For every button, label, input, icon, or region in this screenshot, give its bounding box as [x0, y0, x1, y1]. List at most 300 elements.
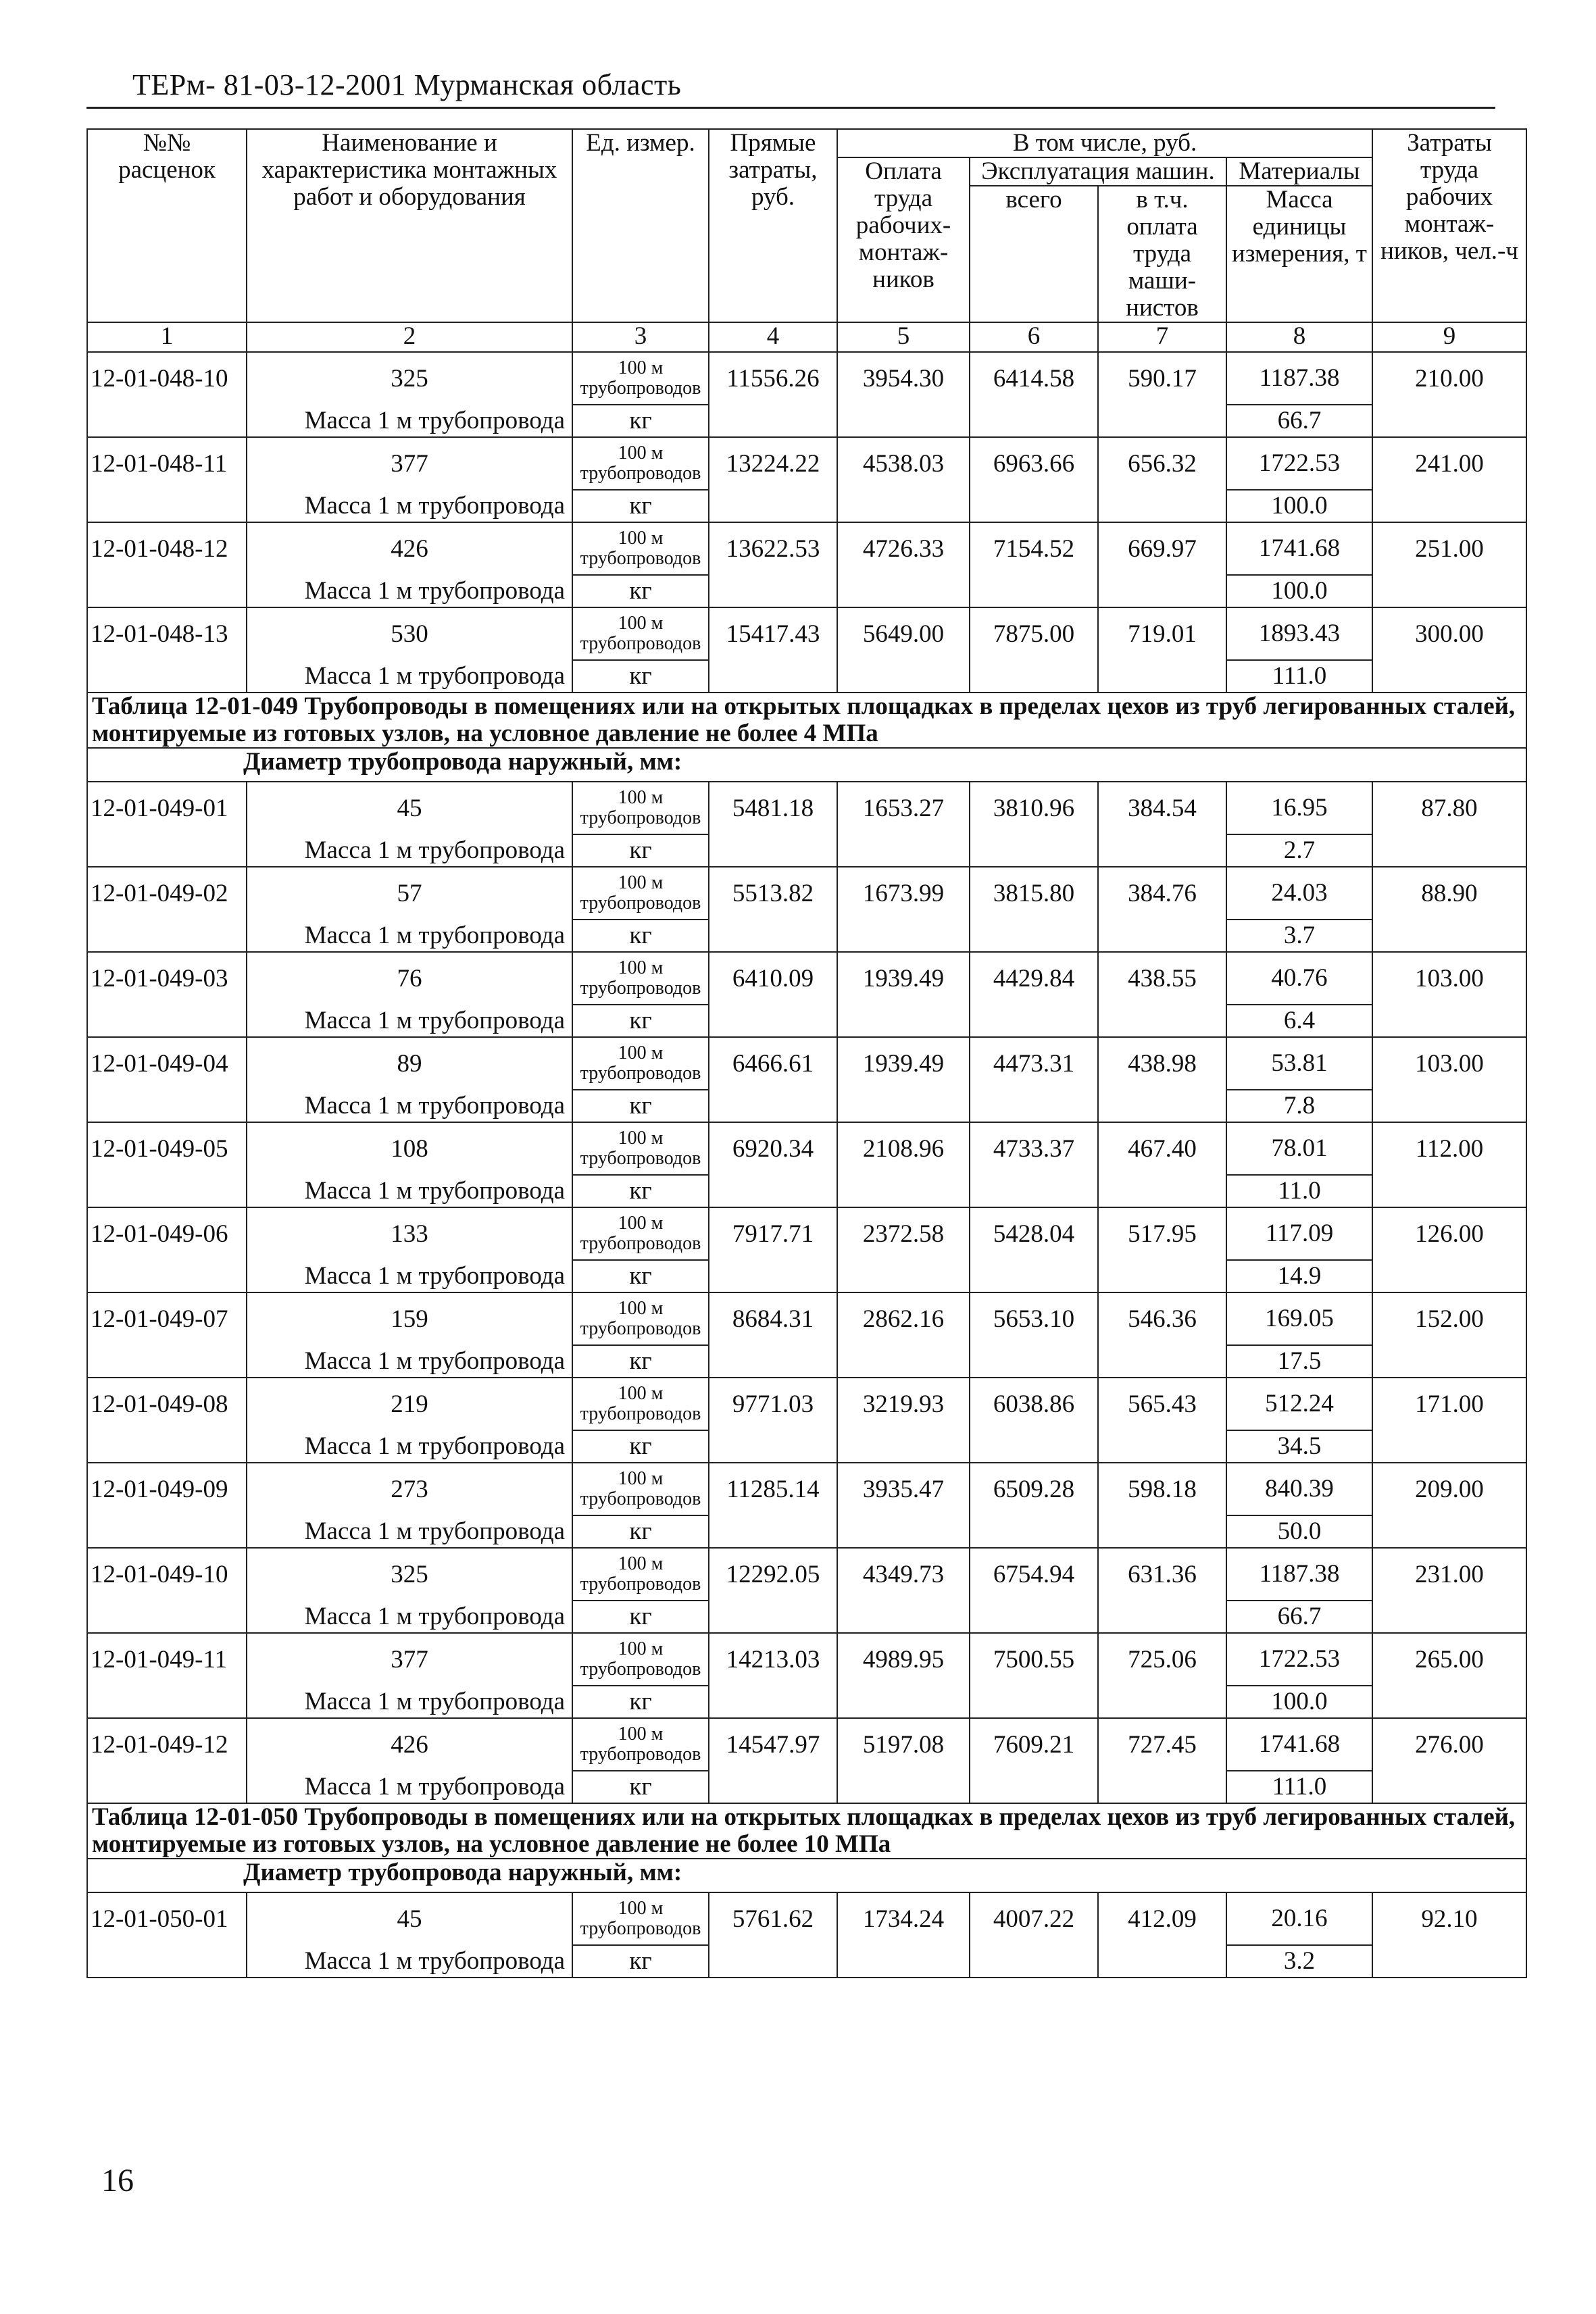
materials: 840.39: [1226, 1463, 1372, 1515]
empty-cell: [709, 1771, 837, 1803]
machinists-pay: 565.43: [1098, 1378, 1226, 1430]
unit-of-measure: 100 м трубопроводов: [572, 522, 709, 575]
empty-cell: [709, 1430, 837, 1463]
empty-cell: [709, 1601, 837, 1633]
rate-code: 12-01-049-10: [87, 1548, 247, 1601]
pipe-diameter: 57: [247, 867, 572, 920]
rate-code-cont: [87, 1771, 247, 1803]
empty-cell: [1098, 1430, 1226, 1463]
labor-pay: 2108.96: [837, 1122, 970, 1175]
rate-code: 12-01-049-12: [87, 1718, 247, 1771]
empty-cell: [709, 1515, 837, 1548]
rate-code-cont: [87, 1945, 247, 1978]
empty-cell: [709, 1345, 837, 1378]
empty-cell: [970, 1686, 1098, 1718]
rate-row: [87, 1718, 1526, 1771]
labor-pay: 2372.58: [837, 1207, 970, 1260]
empty-cell: [1372, 1945, 1526, 1978]
pipe-diameter: 325: [247, 1548, 572, 1601]
empty-cell: [837, 834, 970, 867]
direct-costs: 15417.43: [709, 607, 837, 660]
materials: 1187.38: [1226, 1548, 1372, 1601]
machines-total: 6754.94: [970, 1548, 1098, 1601]
labor-hours: 171.00: [1372, 1378, 1526, 1430]
mass-row: [87, 405, 1526, 437]
diameter-row: [87, 748, 1526, 782]
pipe-mass: 17.5: [1226, 1345, 1372, 1378]
direct-costs: 6410.09: [709, 952, 837, 1005]
empty-cell: [1372, 1771, 1526, 1803]
rate-code: 12-01-048-10: [87, 352, 247, 405]
rate-code: 12-01-050-01: [87, 1892, 247, 1945]
pipe-mass: 100.0: [1226, 490, 1372, 522]
table-title: Таблица 12-01-050 Трубопроводы в помещениях или на открытых площадках в пределах цехов из труб легированных сталей, монтируемые из готовых узлов, на условное давление не более 10 МПа: [87, 1803, 1526, 1859]
empty-cell: [709, 575, 837, 607]
mass-row: [87, 1771, 1526, 1803]
direct-costs: 13622.53: [709, 522, 837, 575]
pipe-diameter: 219: [247, 1378, 572, 1430]
diameter-label: Диаметр трубопровода наружный, мм:: [87, 748, 1526, 782]
pipe-diameter: 76: [247, 952, 572, 1005]
mass-label: Масса 1 м трубопровода: [247, 1515, 572, 1548]
unit-of-measure: 100 м трубопроводов: [572, 1292, 709, 1345]
col-header-labor-hours: Затраты труда рабочих монтаж-ников, чел.-ч: [1372, 129, 1526, 322]
empty-cell: [1372, 1005, 1526, 1037]
rate-code: 12-01-048-13: [87, 607, 247, 660]
rate-code-cont: [87, 575, 247, 607]
rate-row: [87, 1463, 1526, 1515]
empty-cell: [837, 1686, 970, 1718]
empty-cell: [970, 1090, 1098, 1122]
machines-total: 6963.66: [970, 437, 1098, 490]
rate-code-cont: [87, 490, 247, 522]
col-header-mass-unit: Масса единицы измерения, т: [1226, 186, 1372, 322]
empty-cell: [837, 490, 970, 522]
pipe-diameter: 133: [247, 1207, 572, 1260]
rate-row: [87, 782, 1526, 834]
rate-code: 12-01-049-07: [87, 1292, 247, 1345]
mass-row: [87, 1005, 1526, 1037]
empty-cell: [1098, 490, 1226, 522]
labor-hours: 276.00: [1372, 1718, 1526, 1771]
materials: 117.09: [1226, 1207, 1372, 1260]
rate-code-cont: [87, 1260, 247, 1292]
rate-code-cont: [87, 1345, 247, 1378]
empty-cell: [1372, 1430, 1526, 1463]
empty-cell: [837, 1090, 970, 1122]
labor-pay: 3219.93: [837, 1378, 970, 1430]
empty-cell: [1372, 1260, 1526, 1292]
labor-pay: 1673.99: [837, 867, 970, 920]
materials: 1187.38: [1226, 352, 1372, 405]
direct-costs: 6920.34: [709, 1122, 837, 1175]
empty-cell: [970, 1945, 1098, 1978]
labor-pay: 2862.16: [837, 1292, 970, 1345]
labor-pay: 4726.33: [837, 522, 970, 575]
empty-cell: [837, 1430, 970, 1463]
machinists-pay: 438.98: [1098, 1037, 1226, 1090]
materials: 1722.53: [1226, 437, 1372, 490]
mass-unit: кг: [572, 1345, 709, 1378]
unit-of-measure: 100 м трубопроводов: [572, 1037, 709, 1090]
col-header-incl: В том числе, руб.: [837, 129, 1372, 157]
pipe-diameter: 530: [247, 607, 572, 660]
empty-cell: [837, 660, 970, 693]
empty-cell: [709, 660, 837, 693]
machinists-pay: 412.09: [1098, 1892, 1226, 1945]
direct-costs: 5761.62: [709, 1892, 837, 1945]
table-title-row: [87, 693, 1526, 748]
empty-cell: [1098, 660, 1226, 693]
labor-hours: 88.90: [1372, 867, 1526, 920]
mass-unit: кг: [572, 920, 709, 952]
labor-hours: 103.00: [1372, 1037, 1526, 1090]
empty-cell: [1372, 1090, 1526, 1122]
empty-cell: [970, 1430, 1098, 1463]
empty-cell: [1098, 1771, 1226, 1803]
materials: 1741.68: [1226, 1718, 1372, 1771]
empty-cell: [709, 920, 837, 952]
empty-cell: [1098, 575, 1226, 607]
pipe-mass: 66.7: [1226, 1601, 1372, 1633]
empty-cell: [837, 1601, 970, 1633]
unit-of-measure: 100 м трубопроводов: [572, 782, 709, 834]
pipe-mass: 3.2: [1226, 1945, 1372, 1978]
empty-cell: [709, 1005, 837, 1037]
labor-pay: 1939.49: [837, 1037, 970, 1090]
labor-hours: 209.00: [1372, 1463, 1526, 1515]
rate-code-cont: [87, 1175, 247, 1207]
labor-hours: 126.00: [1372, 1207, 1526, 1260]
machines-total: 4473.31: [970, 1037, 1098, 1090]
mass-label: Масса 1 м трубопровода: [247, 660, 572, 693]
column-number: 3: [572, 322, 709, 352]
column-number: 5: [837, 322, 970, 352]
unit-of-measure: 100 м трубопроводов: [572, 607, 709, 660]
diameter-row: [87, 1859, 1526, 1892]
rate-code-cont: [87, 660, 247, 693]
table-title-row: [87, 1803, 1526, 1859]
labor-pay: 1653.27: [837, 782, 970, 834]
empty-cell: [1372, 1601, 1526, 1633]
machines-total: 6038.86: [970, 1378, 1098, 1430]
mass-label: Масса 1 м трубопровода: [247, 1945, 572, 1978]
pipe-mass: 111.0: [1226, 1771, 1372, 1803]
mass-label: Масса 1 м трубопровода: [247, 1345, 572, 1378]
empty-cell: [970, 660, 1098, 693]
col-header-name: Наименование и характеристика монтажных работ и оборудования: [247, 129, 572, 322]
col-header-machines-total: всего: [970, 186, 1098, 322]
pipe-diameter: 45: [247, 782, 572, 834]
empty-cell: [709, 405, 837, 437]
empty-cell: [709, 1175, 837, 1207]
machines-total: 6509.28: [970, 1463, 1098, 1515]
mass-row: [87, 1260, 1526, 1292]
empty-cell: [837, 575, 970, 607]
empty-cell: [970, 1005, 1098, 1037]
rate-row: [87, 952, 1526, 1005]
labor-hours: 241.00: [1372, 437, 1526, 490]
empty-cell: [837, 405, 970, 437]
mass-unit: кг: [572, 1686, 709, 1718]
direct-costs: 14213.03: [709, 1633, 837, 1686]
empty-cell: [709, 1686, 837, 1718]
pipe-diameter: 159: [247, 1292, 572, 1345]
rate-code-cont: [87, 1601, 247, 1633]
labor-hours: 210.00: [1372, 352, 1526, 405]
pipe-mass: 111.0: [1226, 660, 1372, 693]
empty-cell: [1098, 1515, 1226, 1548]
unit-of-measure: 100 м трубопроводов: [572, 1463, 709, 1515]
column-number: 6: [970, 322, 1098, 352]
column-number: 7: [1098, 322, 1226, 352]
direct-costs: 6466.61: [709, 1037, 837, 1090]
col-header-machines-labor: в т.ч. оплата труда маши-нистов: [1098, 186, 1226, 322]
mass-unit: кг: [572, 490, 709, 522]
labor-hours: 87.80: [1372, 782, 1526, 834]
empty-cell: [1098, 1260, 1226, 1292]
empty-cell: [709, 1945, 837, 1978]
col-header-materials: Материалы: [1226, 157, 1372, 186]
column-number: 2: [247, 322, 572, 352]
pipe-mass: 34.5: [1226, 1430, 1372, 1463]
labor-pay: 5649.00: [837, 607, 970, 660]
rate-code-cont: [87, 920, 247, 952]
mass-unit: кг: [572, 1260, 709, 1292]
machines-total: 4733.37: [970, 1122, 1098, 1175]
mass-unit: кг: [572, 1601, 709, 1633]
machines-total: 7609.21: [970, 1718, 1098, 1771]
column-number: 9: [1372, 322, 1526, 352]
pipe-mass: 6.4: [1226, 1005, 1372, 1037]
mass-row: [87, 575, 1526, 607]
rate-code-cont: [87, 1430, 247, 1463]
machinists-pay: 438.55: [1098, 952, 1226, 1005]
col-header-labor-pay: Оплата труда рабочих-монтаж-ников: [837, 157, 970, 322]
machines-total: 5653.10: [970, 1292, 1098, 1345]
machinists-pay: 590.17: [1098, 352, 1226, 405]
diameter-label: Диаметр трубопровода наружный, мм:: [87, 1859, 1526, 1892]
pipe-diameter: 377: [247, 1633, 572, 1686]
rate-row: [87, 1378, 1526, 1430]
empty-cell: [1098, 1090, 1226, 1122]
mass-label: Масса 1 м трубопровода: [247, 920, 572, 952]
direct-costs: 5513.82: [709, 867, 837, 920]
empty-cell: [1372, 405, 1526, 437]
empty-cell: [837, 1345, 970, 1378]
mass-unit: кг: [572, 834, 709, 867]
machinists-pay: 656.32: [1098, 437, 1226, 490]
empty-cell: [1372, 1175, 1526, 1207]
labor-hours: 300.00: [1372, 607, 1526, 660]
empty-cell: [709, 1090, 837, 1122]
pipe-diameter: 426: [247, 522, 572, 575]
labor-pay: 1939.49: [837, 952, 970, 1005]
col-header-code: №№ расценок: [87, 129, 247, 322]
mass-label: Масса 1 м трубопровода: [247, 1005, 572, 1037]
empty-cell: [837, 920, 970, 952]
machinists-pay: 384.54: [1098, 782, 1226, 834]
rates-table: [86, 128, 1527, 1978]
unit-of-measure: 100 м трубопроводов: [572, 1892, 709, 1945]
empty-cell: [837, 1771, 970, 1803]
mass-row: [87, 1686, 1526, 1718]
column-number: 8: [1226, 322, 1372, 352]
machinists-pay: 546.36: [1098, 1292, 1226, 1345]
empty-cell: [1098, 920, 1226, 952]
rate-row: [87, 1548, 1526, 1601]
mass-label: Масса 1 м трубопровода: [247, 405, 572, 437]
machines-total: 7500.55: [970, 1633, 1098, 1686]
direct-costs: 13224.22: [709, 437, 837, 490]
page-header: ТЕРм- 81-03-12-2001 Мурманская область: [132, 68, 682, 101]
mass-row: [87, 1345, 1526, 1378]
labor-hours: 231.00: [1372, 1548, 1526, 1601]
empty-cell: [837, 1175, 970, 1207]
unit-of-measure: 100 м трубопроводов: [572, 1718, 709, 1771]
empty-cell: [1098, 1945, 1226, 1978]
rate-row: [87, 1292, 1526, 1345]
labor-hours: 92.10: [1372, 1892, 1526, 1945]
mass-unit: кг: [572, 1771, 709, 1803]
unit-of-measure: 100 м трубопроводов: [572, 1378, 709, 1430]
empty-cell: [1098, 834, 1226, 867]
empty-cell: [970, 575, 1098, 607]
mass-unit: кг: [572, 1005, 709, 1037]
rate-code-cont: [87, 1686, 247, 1718]
mass-unit: кг: [572, 405, 709, 437]
pipe-mass: 7.8: [1226, 1090, 1372, 1122]
col-header-machines: Эксплуатация машин.: [970, 157, 1226, 186]
empty-cell: [709, 490, 837, 522]
empty-cell: [970, 1175, 1098, 1207]
empty-cell: [970, 1345, 1098, 1378]
machines-total: 4429.84: [970, 952, 1098, 1005]
unit-of-measure: 100 м трубопроводов: [572, 1207, 709, 1260]
mass-label: Масса 1 м трубопровода: [247, 1601, 572, 1633]
pipe-mass: 100.0: [1226, 575, 1372, 607]
mass-row: [87, 920, 1526, 952]
machinists-pay: 631.36: [1098, 1548, 1226, 1601]
rate-row: [87, 1892, 1526, 1945]
materials: 16.95: [1226, 782, 1372, 834]
empty-cell: [1098, 1175, 1226, 1207]
pipe-diameter: 325: [247, 352, 572, 405]
pipe-mass: 11.0: [1226, 1175, 1372, 1207]
rate-row: [87, 437, 1526, 490]
pipe-diameter: 377: [247, 437, 572, 490]
mass-row: [87, 490, 1526, 522]
labor-pay: 4349.73: [837, 1548, 970, 1601]
machinists-pay: 467.40: [1098, 1122, 1226, 1175]
empty-cell: [1372, 1345, 1526, 1378]
empty-cell: [970, 490, 1098, 522]
rate-code: 12-01-049-06: [87, 1207, 247, 1260]
pipe-mass: 100.0: [1226, 1686, 1372, 1718]
direct-costs: 7917.71: [709, 1207, 837, 1260]
rate-code: 12-01-049-04: [87, 1037, 247, 1090]
rate-code-cont: [87, 1515, 247, 1548]
empty-cell: [970, 834, 1098, 867]
mass-label: Масса 1 м трубопровода: [247, 1430, 572, 1463]
pipe-mass: 50.0: [1226, 1515, 1372, 1548]
page-number: 16: [101, 2163, 134, 2198]
column-number: 4: [709, 322, 837, 352]
mass-unit: кг: [572, 1175, 709, 1207]
direct-costs: 9771.03: [709, 1378, 837, 1430]
pipe-mass: 2.7: [1226, 834, 1372, 867]
rate-code: 12-01-049-11: [87, 1633, 247, 1686]
labor-hours: 152.00: [1372, 1292, 1526, 1345]
rate-code-cont: [87, 1090, 247, 1122]
mass-label: Масса 1 м трубопровода: [247, 1260, 572, 1292]
pipe-diameter: 89: [247, 1037, 572, 1090]
direct-costs: 11285.14: [709, 1463, 837, 1515]
col-header-unit: Ед. измер.: [572, 129, 709, 322]
mass-unit: кг: [572, 660, 709, 693]
rate-row: [87, 1122, 1526, 1175]
labor-hours: 112.00: [1372, 1122, 1526, 1175]
pipe-mass: 14.9: [1226, 1260, 1372, 1292]
rate-row: [87, 1037, 1526, 1090]
column-number-row: [87, 322, 1526, 352]
materials: 169.05: [1226, 1292, 1372, 1345]
labor-pay: 1734.24: [837, 1892, 970, 1945]
pipe-diameter: 273: [247, 1463, 572, 1515]
empty-cell: [837, 1005, 970, 1037]
rate-code: 12-01-049-01: [87, 782, 247, 834]
labor-pay: 4989.95: [837, 1633, 970, 1686]
unit-of-measure: 100 м трубопроводов: [572, 867, 709, 920]
materials: 78.01: [1226, 1122, 1372, 1175]
empty-cell: [1372, 575, 1526, 607]
rate-code: 12-01-049-05: [87, 1122, 247, 1175]
mass-unit: кг: [572, 1430, 709, 1463]
empty-cell: [970, 1515, 1098, 1548]
rate-code-cont: [87, 405, 247, 437]
machinists-pay: 719.01: [1098, 607, 1226, 660]
empty-cell: [1372, 1515, 1526, 1548]
machinists-pay: 384.76: [1098, 867, 1226, 920]
materials: 1741.68: [1226, 522, 1372, 575]
rate-code: 12-01-049-02: [87, 867, 247, 920]
mass-row: [87, 1601, 1526, 1633]
empty-cell: [1098, 405, 1226, 437]
rate-row: [87, 607, 1526, 660]
empty-cell: [1098, 1345, 1226, 1378]
direct-costs: 8684.31: [709, 1292, 837, 1345]
pipe-mass: 66.7: [1226, 405, 1372, 437]
unit-of-measure: 100 м трубопроводов: [572, 1548, 709, 1601]
materials: 53.81: [1226, 1037, 1372, 1090]
unit-of-measure: 100 м трубопроводов: [572, 437, 709, 490]
table-title: Таблица 12-01-049 Трубопроводы в помещениях или на открытых площадках в пределах цехов из труб легированных сталей, монтируемые из готовых узлов, на условное давление не более 4 МПа: [87, 693, 1526, 748]
machinists-pay: 727.45: [1098, 1718, 1226, 1771]
mass-row: [87, 660, 1526, 693]
empty-cell: [837, 1260, 970, 1292]
materials: 512.24: [1226, 1378, 1372, 1430]
mass-unit: кг: [572, 1090, 709, 1122]
unit-of-measure: 100 м трубопроводов: [572, 352, 709, 405]
header-row-1: [87, 129, 1526, 157]
mass-label: Масса 1 м трубопровода: [247, 1175, 572, 1207]
machines-total: 4007.22: [970, 1892, 1098, 1945]
labor-hours: 251.00: [1372, 522, 1526, 575]
mass-label: Масса 1 м трубопровода: [247, 834, 572, 867]
empty-cell: [1098, 1601, 1226, 1633]
empty-cell: [1372, 834, 1526, 867]
rate-row: [87, 867, 1526, 920]
